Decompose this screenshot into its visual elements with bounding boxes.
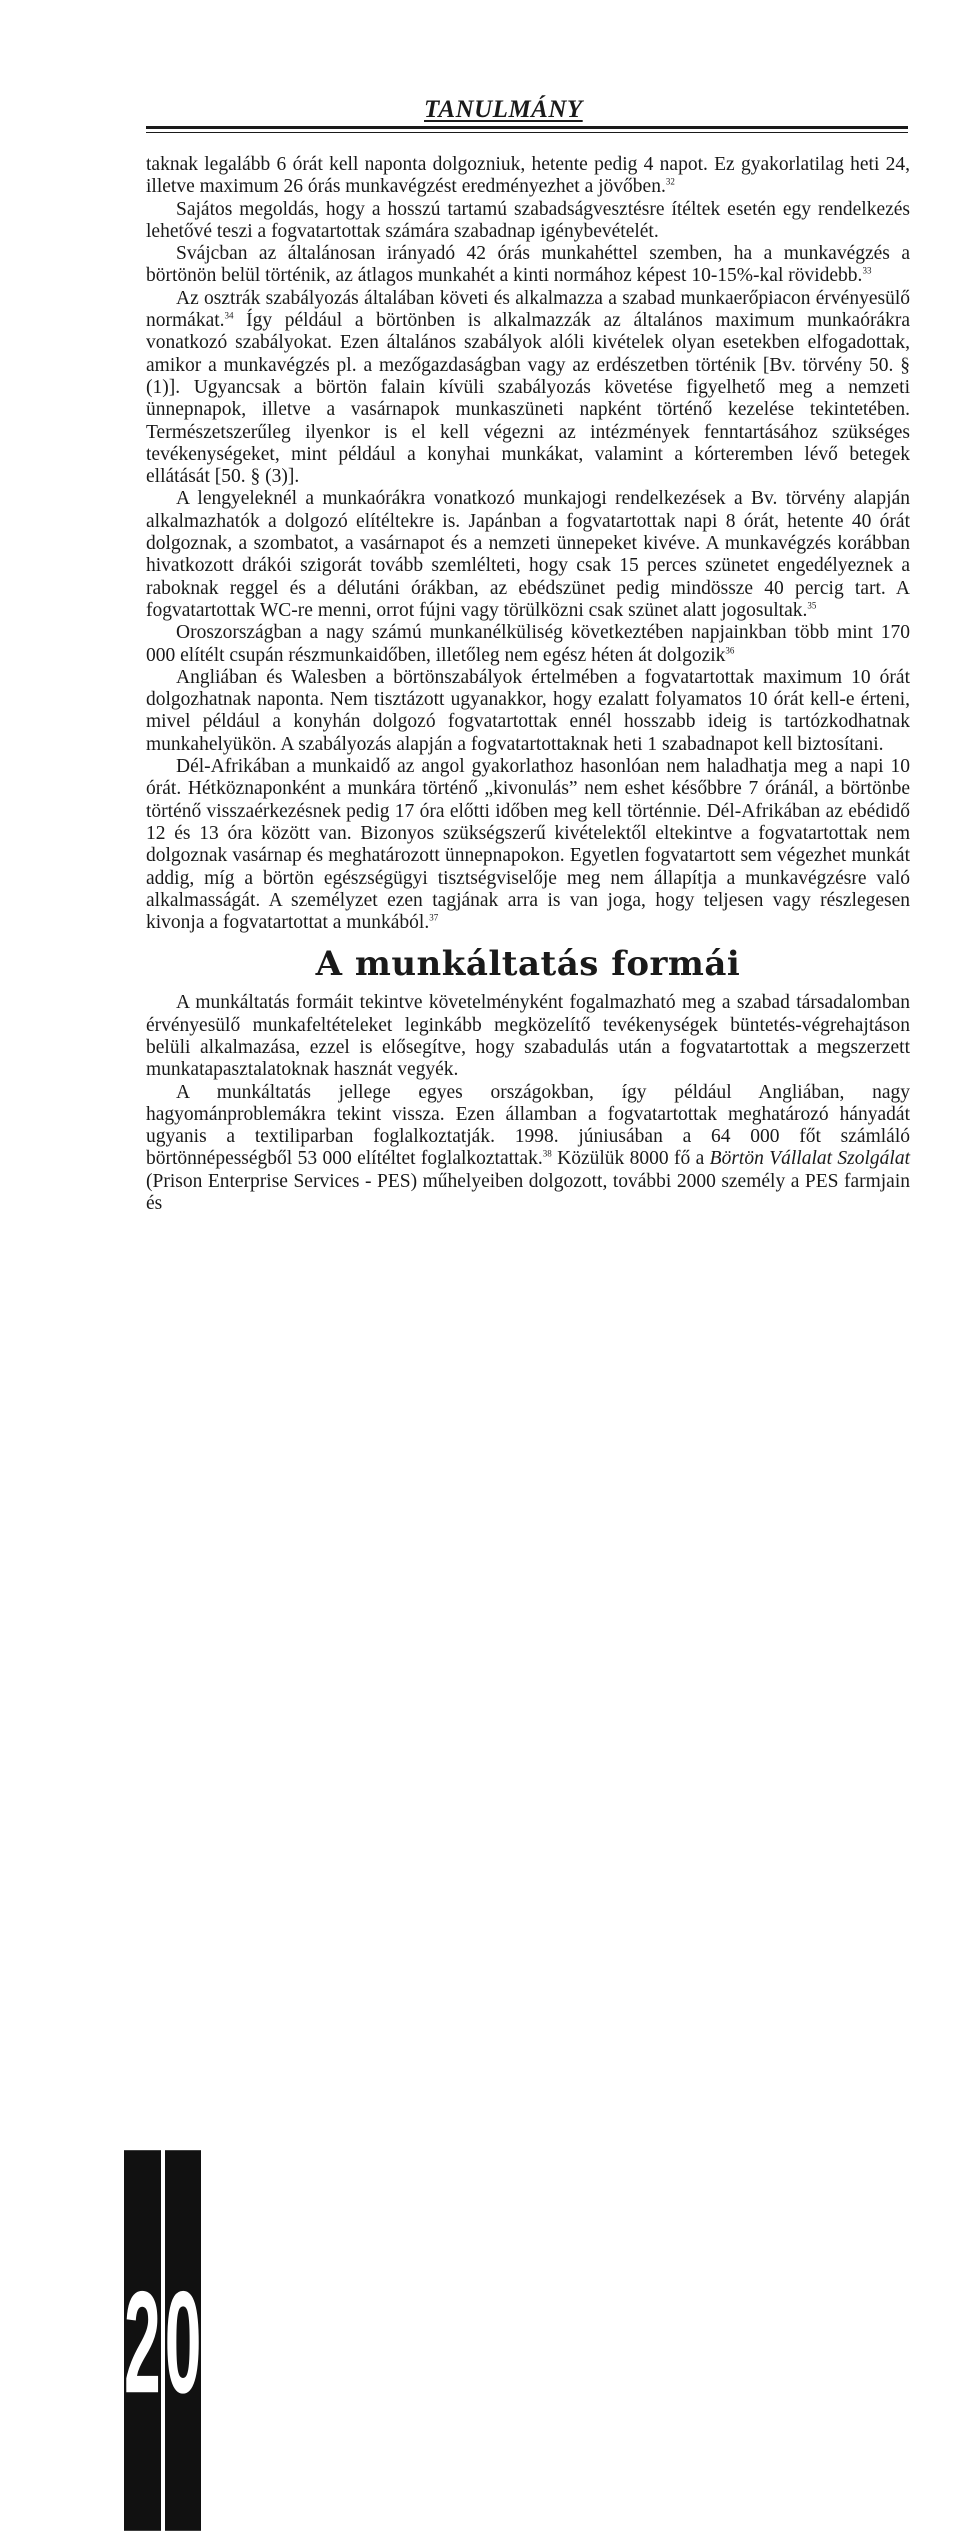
paragraph [146, 992, 910, 1081]
paragraph [146, 756, 910, 934]
paragraph [146, 154, 910, 199]
page-number-digit: 0 [165, 2150, 202, 2531]
paragraph [146, 1082, 910, 1216]
paragraph-text: A munkáltatás formáit tekintve követelményként fogalmazható meg a szabad társadalomban érvényesülő munkafeltételeket leginkább megközelítő tevékenységek büntetés-végrehajtáson belüli alkalmazása, ezzel is elősegítve, hogy szabadulás után a fogvatartottak a megszerzett munkatapasztalatoknak hasznát vegyék. [146, 992, 910, 1081]
header-title: TANULMÁNY [424, 96, 583, 123]
section-title: A munkáltatás formái [315, 944, 741, 985]
page-number-digit: 2 [124, 2150, 161, 2531]
paragraph-text: Így például a börtönben is alkalmazzák az általános maximum munkaórákra vonatkozó szabályokat. Ezen általános szabályok alóli kivételek olyan esetekben elfogadottak, amikor a munkavégzés pl. a mezőgazdaságban vagy az erdészetben történik [Bv. törvény 50. § (1)]. Ugyancsak a börtön falain kívüli szabályozás követése figyelhető meg a nemzeti ünnepnapok, illetve a vasárnapok munkaszüneti napként történő kezelése tekintetében. Természetszerűleg ilyenkor is el kell végezni az intézmények fenntartásához szükséges tevékenységeket, mint például a konyhai munkákat, valamint a kórteremben lévő betegek ellátását [50. § (3)]. [146, 310, 910, 488]
footnote-ref: 34 [224, 310, 234, 321]
paragraph-text: taknak legalább 6 órát kell naponta dolgozniuk, hetente pedig 4 napot. Ez gyakorlatilag heti 24, illetve maximum 26 órás munkavégzést eredményezhet a jövőben. [146, 154, 910, 198]
paragraphs-top [146, 154, 910, 934]
paragraph-text: Svájcban az általánosan irányadó 42 órás munkahéttel szemben, ha a munkavégzés a börtönön belül történik, az átlagos munkahét a kinti normához képest 10-15%-kal rövidebb. [146, 243, 910, 287]
page-number-tab [62, 1127, 202, 2422]
running-header [0, 96, 960, 136]
footnote-ref: 32 [665, 176, 675, 187]
header-rule-thick [146, 126, 908, 129]
paragraph-text: A munkáltatás jellege egyes országokban, így például Angliában, nagy hagyománproblemákra tekint vissza. Ezen államban a fogvatartottak meghatározó hányadát ugyanis a textiliparban foglalkoztatják. 1998. júniusában a 64 000 főt számláló börtönnépességből 53 000 elítéltet foglalkoztattak. [146, 1081, 910, 1170]
footnote-ref: 37 [429, 912, 439, 923]
footnote-ref: 33 [862, 265, 872, 276]
paragraph [146, 243, 910, 288]
paragraph-text: Angliában és Walesben a börtönszabályok értelmében a fogvatartottak maximum 10 órát dolgozhatnak naponta. Nem tisztázott ugyanakkor, hogy ezalatt folyamatos 10 órát kell-e érteni, mivel például a konyhán dolgozó fogvatartottak ennél hosszabb ideig is tartózkodhatnak munkahelyükön. A szabályozás alapján a fogvatartottaknak heti 1 szabadnapot kell biztosítani. [146, 666, 910, 755]
paragraph-text: (Prison Enterprise Services - PES) műhelyeiben dolgozott, további 2000 személy a PES farmjain és [146, 1170, 910, 1215]
paragraph [146, 288, 910, 489]
footnote-ref: 36 [725, 645, 735, 656]
italic-text: Börtön Vállalat Szolgálat [709, 1148, 910, 1170]
paragraph [146, 199, 910, 244]
article-body [146, 154, 910, 1215]
paragraph-text: Az osztrák szabályozás általában követi és alkalmazza a szabad munkaerőpiacon érvényesülő normákat. [146, 287, 910, 332]
paragraph-text: Oroszországban a nagy számú munkanélküliség következtében napjainkban több mint 170 000 elítélt csupán részmunkaidőben, illetőleg nem egész héten át dolgozik [146, 622, 910, 666]
paragraph-text: Közülük 8000 fő a [551, 1148, 710, 1170]
footnote-ref: 35 [807, 600, 817, 611]
header-rule-thin [146, 132, 908, 133]
paragraphs-bottom [146, 992, 910, 1215]
paragraph [146, 667, 910, 756]
footnote-ref: 38 [542, 1148, 552, 1159]
paragraph [146, 488, 910, 622]
paragraph-text: Sajátos megoldás, hogy a hosszú tartamú szabadságvesztésre ítéltek esetén egy rendelkezés lehetővé teszi a fogvatartottak számára szabadnap igénybevételét. [146, 198, 910, 242]
paragraph-text: A lengyeleknél a munkaórákra vonatkozó munkajogi rendelkezések a Bv. törvény alapján alkalmazhatók a dolgozó elítéltekre is. Japánban a fogvatartottak napi 8 órát, hetente 40 órát dolgoznak, a szombatot, a vasárnapot és a nemzeti ünnepeket kivéve. A munkavégzés korábban hivatkozott drákói szigorát tovább szemlélteti, hogy csak 15 perces szünetet engedélyeznek a raboknak reggel és a délutáni órákban, az ebédszünet pedig mindössze 40 percig tart. A fogvatartottak WC-re menni, orrot fújni vagy törülközni csak szünet alatt jogosultak. [146, 488, 910, 621]
paragraph [146, 622, 910, 667]
paragraph-text: Dél-Afrikában a munkaidő az angol gyakorlathoz hasonlóan nem haladhatja meg a napi 10 órát. Hétköznaponként a munkára történő „kivonulás” nem eshet későbbre 7 óránál, a börtönbe történő visszaérkezésnek pedig 17 óra előtti időben meg kell történnie. Dél-Afrikában az ebédidő 12 és 13 óra között van. Bizonyos szükségszerű kivételektől eltekintve a fogvatartottak nem dolgoznak vasárnap és meghatározott ünnepnapokon. Egyetlen fogvatartott sem végezhet munkát addig, míg a börtön egészségügyi tisztségviselője meg nem állapítja a munkavégzésre való alkalmasságát. A személyzet ezen tagjának arra is van joga, hogy teljesen vagy részlegesen kivonja a fogvatartottat a munkából. [146, 756, 910, 934]
